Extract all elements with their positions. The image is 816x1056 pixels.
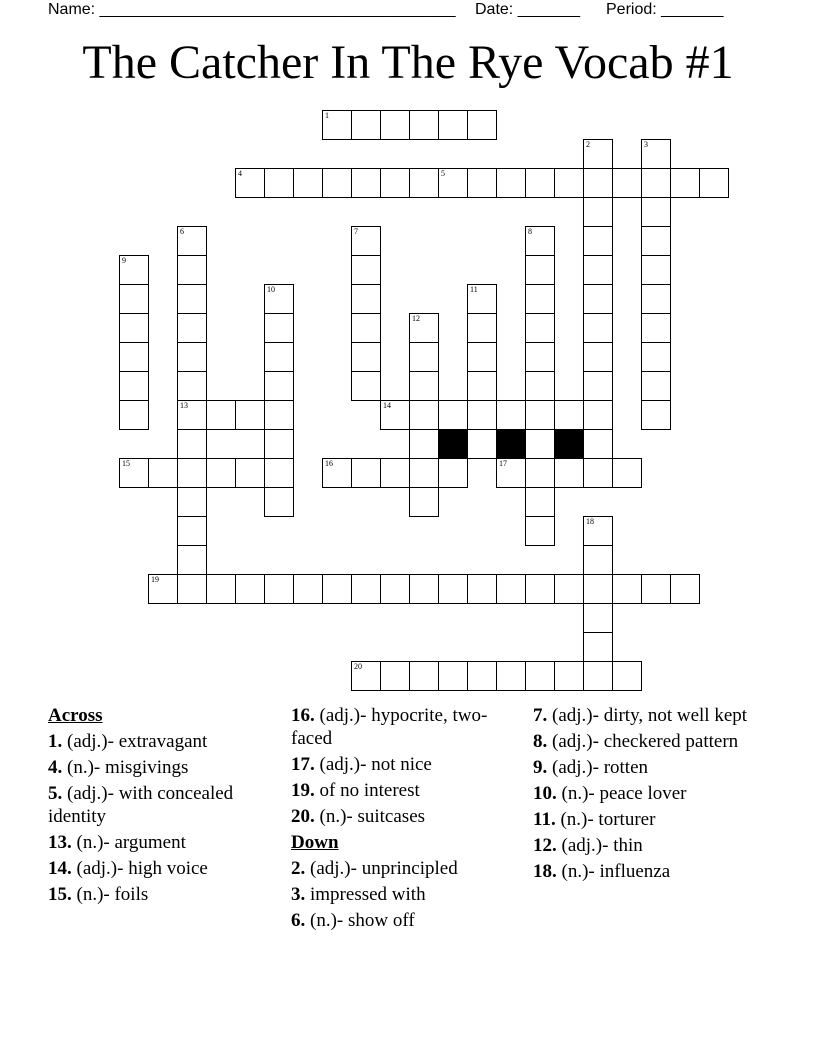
crossword-cell[interactable] (467, 661, 497, 691)
crossword-cell[interactable] (525, 487, 555, 517)
crossword-cell[interactable] (641, 197, 671, 227)
crossword-cell[interactable] (351, 226, 381, 256)
crossword-cell[interactable] (177, 226, 207, 256)
crossword-cell[interactable] (496, 168, 526, 198)
clue-number: 3 (644, 140, 648, 149)
clue-item-number: 5. (48, 783, 63, 804)
clue-number: 14 (383, 401, 391, 410)
clue-item-text: (adj.)- not nice (319, 754, 432, 775)
crossword-cell[interactable] (525, 661, 555, 691)
crossword-cell[interactable] (699, 168, 729, 198)
crossword-cell[interactable] (264, 284, 294, 314)
crossword-cell[interactable] (641, 371, 671, 401)
crossword-cell[interactable] (177, 371, 207, 401)
crossword-cell[interactable] (380, 661, 410, 691)
crossword-cell[interactable] (641, 226, 671, 256)
clue-item (533, 782, 748, 805)
crossword-cell[interactable] (583, 284, 613, 314)
crossword-cell[interactable] (612, 168, 642, 198)
crossword-cell[interactable] (264, 371, 294, 401)
crossword-cell[interactable] (641, 168, 671, 198)
crossword-cell[interactable] (177, 284, 207, 314)
clue-number: 4 (238, 169, 242, 178)
crossword-cell[interactable] (351, 168, 381, 198)
clue-number: 18 (586, 517, 594, 526)
clue-item (48, 883, 278, 906)
crossword-cell[interactable] (583, 516, 613, 546)
crossword-cell[interactable] (264, 313, 294, 343)
crossword-cell[interactable] (583, 226, 613, 256)
crossword-cell[interactable] (409, 110, 439, 140)
date-field-label: Date: _______ (475, 1, 580, 18)
clue-item-text: (adj.)- dirty, not well kept (552, 705, 748, 726)
crossword-cell[interactable] (119, 313, 149, 343)
crossword-cell[interactable] (322, 168, 352, 198)
crossword-cell[interactable] (235, 458, 265, 488)
crossword-block (438, 429, 468, 459)
crossword-cell[interactable] (583, 255, 613, 285)
clue-number: 2 (586, 140, 590, 149)
clue-number: 8 (528, 227, 532, 236)
clue-number: 10 (267, 285, 275, 294)
crossword-cell[interactable] (409, 400, 439, 430)
clue-item-number: 16. (291, 705, 315, 726)
clue-item-number: 18. (533, 861, 557, 882)
clue-item-text: (adj.)- thin (561, 835, 643, 856)
crossword-cell[interactable] (264, 458, 294, 488)
crossword-cell[interactable] (525, 429, 555, 459)
crossword-cell[interactable] (583, 168, 613, 198)
crossword-cell[interactable] (235, 574, 265, 604)
clue-item-text: (n.)- torturer (560, 809, 656, 830)
crossword-cell[interactable] (438, 110, 468, 140)
clue-item-number: 17. (291, 754, 315, 775)
crossword-cell[interactable] (467, 284, 497, 314)
crossword-cell[interactable] (409, 168, 439, 198)
crossword-cell[interactable] (293, 168, 323, 198)
crossword-cell[interactable] (148, 458, 178, 488)
clue-item-text: (n.)- influenza (561, 861, 671, 882)
crossword-cell[interactable] (438, 661, 468, 691)
clue-item-number: 4. (48, 757, 63, 778)
crossword-cell[interactable] (206, 400, 236, 430)
crossword-cell[interactable] (380, 574, 410, 604)
clue-item-number: 3. (291, 884, 306, 905)
clue-item-text: (n.)- foils (76, 884, 149, 905)
crossword-cell[interactable] (119, 458, 149, 488)
crossword-cell[interactable] (525, 458, 555, 488)
period-field-label: Period: _______ (606, 1, 724, 18)
crossword-cell[interactable] (554, 661, 584, 691)
crossword-cell[interactable] (119, 371, 149, 401)
clue-item-number: 14. (48, 858, 72, 879)
crossword-cell[interactable] (583, 313, 613, 343)
crossword-cell[interactable] (612, 458, 642, 488)
crossword-block (496, 429, 526, 459)
crossword-cell[interactable] (177, 545, 207, 575)
clue-item-text: (adj.)- checkered pattern (552, 731, 739, 752)
crossword-cell[interactable] (496, 574, 526, 604)
crossword-cell[interactable] (554, 400, 584, 430)
crossword-cell[interactable] (380, 458, 410, 488)
clue-item (48, 782, 278, 828)
clue-item-text: (n.)- show off (310, 910, 415, 931)
crossword-cell[interactable] (641, 255, 671, 285)
clue-item-number: 8. (533, 731, 548, 752)
clue-item (48, 730, 278, 753)
crossword-cell[interactable] (409, 429, 439, 459)
crossword-cell[interactable] (264, 429, 294, 459)
clue-item-number: 11. (533, 809, 556, 830)
crossword-cell[interactable] (409, 661, 439, 691)
crossword-cell[interactable] (264, 487, 294, 517)
clue-item (533, 756, 748, 779)
clue-item-text: (adj.)- unprincipled (310, 858, 458, 879)
crossword-cell[interactable] (467, 429, 497, 459)
clue-number: 13 (180, 401, 188, 410)
clue-number: 17 (499, 459, 507, 468)
clue-number: 15 (122, 459, 130, 468)
clue-item (291, 753, 506, 776)
clue-item (291, 857, 506, 880)
clue-item (291, 704, 506, 750)
clue-item-text: (adj.)- extravagant (67, 731, 208, 752)
crossword-cell[interactable] (322, 574, 352, 604)
crossword-cell[interactable] (496, 458, 526, 488)
crossword-cell[interactable] (264, 342, 294, 372)
crossword-cell[interactable] (612, 661, 642, 691)
clue-item-number: 12. (533, 835, 557, 856)
crossword-cell[interactable] (322, 110, 352, 140)
crossword-cell[interactable] (264, 574, 294, 604)
crossword-cell[interactable] (293, 574, 323, 604)
crossword-cell[interactable] (641, 342, 671, 372)
crossword-cell[interactable] (525, 313, 555, 343)
crossword-cell[interactable] (583, 197, 613, 227)
crossword-cell[interactable] (554, 168, 584, 198)
clue-item-text: (n.)- suitcases (319, 806, 426, 827)
crossword-cell[interactable] (525, 516, 555, 546)
crossword-cell[interactable] (583, 139, 613, 169)
crossword-cell[interactable] (467, 400, 497, 430)
crossword-cell[interactable] (177, 429, 207, 459)
crossword-cell[interactable] (206, 574, 236, 604)
name-field-label: Name: ________________________________________ (48, 1, 456, 18)
crossword-cell[interactable] (525, 400, 555, 430)
clue-item-number: 6. (291, 910, 306, 931)
crossword-cell[interactable] (670, 574, 700, 604)
crossword-cell[interactable] (409, 371, 439, 401)
clue-number: 12 (412, 314, 420, 323)
clue-item (533, 808, 748, 831)
crossword-cell[interactable] (177, 458, 207, 488)
crossword-cell[interactable] (351, 574, 381, 604)
down-heading: Down (291, 832, 339, 853)
clue-item-text: of no interest (319, 780, 420, 801)
crossword-cell[interactable] (525, 574, 555, 604)
clue-number: 19 (151, 575, 159, 584)
clue-item-number: 15. (48, 884, 72, 905)
crossword-cell[interactable] (177, 342, 207, 372)
page-title: The Catcher In The Rye Vocab #1 (82, 36, 734, 89)
clue-number: 20 (354, 662, 362, 671)
crossword-cell[interactable] (264, 400, 294, 430)
crossword-cell[interactable] (554, 574, 584, 604)
crossword-cell[interactable] (409, 458, 439, 488)
crossword-cell[interactable] (525, 342, 555, 372)
clue-column-3 (533, 704, 748, 886)
crossword-cell[interactable] (467, 574, 497, 604)
crossword-cell[interactable] (119, 342, 149, 372)
clue-number: 11 (470, 285, 478, 294)
crossword-cell[interactable] (583, 574, 613, 604)
crossword-cell[interactable] (177, 313, 207, 343)
clue-item (291, 883, 506, 906)
crossword-cell[interactable] (235, 400, 265, 430)
crossword-cell[interactable] (583, 429, 613, 459)
clue-item (533, 834, 748, 857)
clue-item-number: 10. (533, 783, 557, 804)
crossword-cell[interactable] (641, 139, 671, 169)
crossword-cell[interactable] (177, 487, 207, 517)
crossword-cell[interactable] (177, 255, 207, 285)
crossword-cell[interactable] (583, 342, 613, 372)
crossword-cell[interactable] (583, 400, 613, 430)
clue-item-text: (n.)- peace lover (561, 783, 687, 804)
clue-item-text: (adj.)- hypocrite, two-faced (291, 705, 488, 749)
clue-item (291, 805, 506, 828)
clue-item-number: 7. (533, 705, 548, 726)
crossword-cell[interactable] (467, 110, 497, 140)
crossword-cell[interactable] (177, 400, 207, 430)
crossword-cell[interactable] (351, 284, 381, 314)
crossword-cell[interactable] (438, 574, 468, 604)
clue-item (48, 756, 278, 779)
crossword-cell[interactable] (119, 400, 149, 430)
clue-item (48, 857, 278, 880)
crossword-cell[interactable] (351, 255, 381, 285)
clue-number: 6 (180, 227, 184, 236)
clue-item-number: 2. (291, 858, 306, 879)
crossword-cell[interactable] (641, 313, 671, 343)
crossword-cell[interactable] (380, 110, 410, 140)
crossword-cell[interactable] (351, 371, 381, 401)
crossword-cell[interactable] (119, 255, 149, 285)
clue-item (533, 730, 748, 753)
crossword-cell[interactable] (438, 400, 468, 430)
clue-number: 9 (122, 256, 126, 265)
crossword-cell[interactable] (496, 661, 526, 691)
crossword-cell[interactable] (351, 458, 381, 488)
crossword-cell[interactable] (409, 487, 439, 517)
crossword-cell[interactable] (409, 574, 439, 604)
clue-item-number: 9. (533, 757, 548, 778)
clue-item-number: 1. (48, 731, 63, 752)
crossword-cell[interactable] (583, 632, 613, 662)
clue-item-number: 20. (291, 806, 315, 827)
crossword-cell[interactable] (583, 603, 613, 633)
crossword-cell[interactable] (641, 574, 671, 604)
crossword-cell[interactable] (467, 342, 497, 372)
crossword-cell[interactable] (496, 400, 526, 430)
crossword-cell[interactable] (525, 255, 555, 285)
crossword-cell[interactable] (612, 574, 642, 604)
clue-item-text: (n.)- misgivings (67, 757, 189, 778)
crossword-cell[interactable] (438, 458, 468, 488)
crossword-cell[interactable] (467, 313, 497, 343)
crossword-cell[interactable] (148, 574, 178, 604)
clue-item-text: (adj.)- high voice (76, 858, 208, 879)
clue-item (291, 909, 506, 932)
crossword-cell[interactable] (119, 284, 149, 314)
crossword-cell[interactable] (525, 168, 555, 198)
crossword-cell[interactable] (583, 545, 613, 575)
crossword-cell[interactable] (583, 458, 613, 488)
crossword-cell[interactable] (351, 342, 381, 372)
crossword-cell[interactable] (583, 661, 613, 691)
clue-item-text: (adj.)- rotten (552, 757, 649, 778)
clue-number: 5 (441, 169, 445, 178)
crossword-cell[interactable] (641, 284, 671, 314)
clue-item (533, 704, 748, 727)
clue-item-number: 19. (291, 780, 315, 801)
crossword-cell[interactable] (380, 400, 410, 430)
crossword-cell[interactable] (525, 284, 555, 314)
crossword-cell[interactable] (235, 168, 265, 198)
crossword-cell[interactable] (351, 110, 381, 140)
crossword-cell[interactable] (177, 516, 207, 546)
clue-item-text: (adj.)- with concealed identity (48, 783, 234, 827)
crossword-cell[interactable] (351, 661, 381, 691)
crossword-cell[interactable] (322, 458, 352, 488)
crossword-cell[interactable] (380, 168, 410, 198)
crossword-cell[interactable] (467, 371, 497, 401)
clue-item (533, 860, 748, 883)
crossword-cell[interactable] (525, 226, 555, 256)
clue-number: 16 (325, 459, 333, 468)
crossword-cell[interactable] (641, 400, 671, 430)
crossword-cell[interactable] (409, 342, 439, 372)
crossword-cell[interactable] (583, 371, 613, 401)
crossword-cell[interactable] (467, 168, 497, 198)
crossword-cell[interactable] (264, 168, 294, 198)
crossword-cell[interactable] (351, 313, 381, 343)
across-heading: Across (48, 705, 103, 726)
crossword-cell[interactable] (409, 313, 439, 343)
crossword-cell[interactable] (525, 371, 555, 401)
crossword-block (554, 429, 584, 459)
crossword-cell[interactable] (554, 458, 584, 488)
clue-item (291, 779, 506, 802)
clue-number: 7 (354, 227, 358, 236)
clue-column-1 (48, 704, 278, 909)
crossword-cell[interactable] (177, 574, 207, 604)
crossword-cell[interactable] (670, 168, 700, 198)
clue-item-text: (n.)- argument (76, 832, 186, 853)
crossword-cell[interactable] (206, 458, 236, 488)
clue-item (48, 831, 278, 854)
clue-item-text: impressed with (310, 884, 426, 905)
clue-number: 1 (325, 111, 329, 120)
clue-item-number: 13. (48, 832, 72, 853)
clue-column-2 (291, 704, 506, 935)
crossword-cell[interactable] (438, 168, 468, 198)
